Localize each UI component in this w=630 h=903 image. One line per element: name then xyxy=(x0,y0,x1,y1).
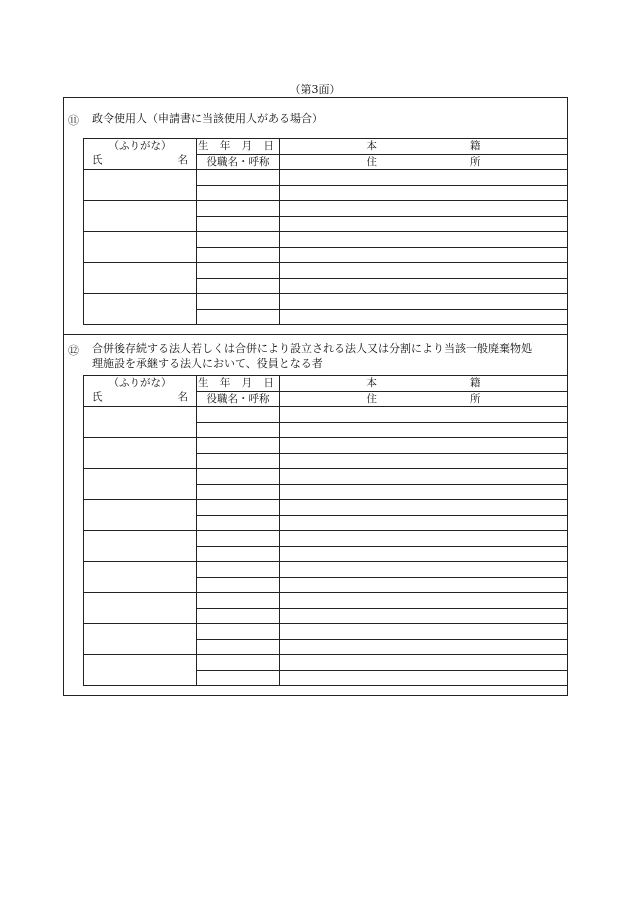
entry-row xyxy=(84,593,568,609)
birthdate-label: 生 年 月 日 xyxy=(197,140,278,153)
entry-honseki-field[interactable] xyxy=(280,232,568,248)
page-label: （第3面） xyxy=(289,83,341,96)
name-label-right: 名 xyxy=(177,154,188,166)
entry-honseki-field[interactable] xyxy=(280,407,568,423)
entry-role-field[interactable] xyxy=(197,608,280,624)
entry-row xyxy=(84,201,568,217)
address-header-cell xyxy=(280,154,568,170)
role-label: 役職名・呼称 xyxy=(197,154,280,170)
entry-role-field[interactable] xyxy=(197,278,280,294)
entry-birthdate-field[interactable] xyxy=(197,170,280,186)
entry-address-field[interactable] xyxy=(280,608,568,624)
name-label-right: 名 xyxy=(177,391,188,403)
entry-row xyxy=(84,655,568,671)
entry-honseki-field[interactable] xyxy=(280,438,568,454)
entry-birthdate-field[interactable] xyxy=(197,531,280,547)
address-label-right: 所 xyxy=(470,155,481,168)
entry-name-field[interactable] xyxy=(84,232,197,263)
entry-name-field[interactable] xyxy=(84,593,197,624)
entry-birthdate-field[interactable] xyxy=(197,655,280,671)
entry-name-field[interactable] xyxy=(84,531,197,562)
address-header-cell xyxy=(280,391,568,407)
entry-address-field[interactable] xyxy=(280,639,568,655)
entry-birthdate-field[interactable] xyxy=(197,624,280,640)
address-label-right: 所 xyxy=(470,392,481,405)
entry-honseki-field[interactable] xyxy=(280,624,568,640)
entry-birthdate-field[interactable] xyxy=(197,469,280,485)
role-label: 役職名・呼称 xyxy=(197,391,280,407)
entry-row xyxy=(84,562,568,578)
entry-role-field[interactable] xyxy=(197,639,280,655)
honseki-header-cell xyxy=(280,139,568,155)
birthdate-label: 生 年 月 日 xyxy=(197,377,278,390)
section-12-title-line-2: 理施設を承継する法人において、役員となる者 xyxy=(92,357,323,370)
entry-address-field[interactable] xyxy=(280,546,568,562)
entry-honseki-field[interactable] xyxy=(280,263,568,279)
name-label-left: 氏 xyxy=(92,154,103,166)
section-12-number: ⑫ xyxy=(68,344,79,357)
entry-role-field[interactable] xyxy=(197,515,280,531)
section-12-title-line-1: 合併後存続する法人若しくは合併により設立される法人又は分割により当該一般廃棄物処 xyxy=(92,342,532,355)
entry-row xyxy=(84,469,568,485)
section-11-number: ⑪ xyxy=(68,114,79,127)
entry-honseki-field[interactable] xyxy=(280,500,568,516)
entry-role-field[interactable] xyxy=(197,422,280,438)
entry-role-field[interactable] xyxy=(197,247,280,263)
entry-name-field[interactable] xyxy=(84,170,197,201)
section-11-table xyxy=(83,138,568,325)
entry-row xyxy=(84,624,568,640)
entry-role-field[interactable] xyxy=(197,546,280,562)
entry-birthdate-field[interactable] xyxy=(197,201,280,217)
entry-address-field[interactable] xyxy=(280,670,568,686)
section-11-header-row-1 xyxy=(84,139,568,155)
entry-birthdate-field[interactable] xyxy=(197,593,280,609)
entry-name-field[interactable] xyxy=(84,294,197,325)
entry-name-field[interactable] xyxy=(84,263,197,294)
name-label-left: 氏 xyxy=(92,391,103,403)
entry-row xyxy=(84,232,568,248)
entry-honseki-field[interactable] xyxy=(280,593,568,609)
entry-name-field[interactable] xyxy=(84,201,197,232)
entry-role-field[interactable] xyxy=(197,670,280,686)
entry-address-field[interactable] xyxy=(280,185,568,201)
furigana-label: （ふりがな） xyxy=(108,140,172,152)
name-header-cell xyxy=(84,376,197,407)
honseki-label-right: 籍 xyxy=(470,140,481,153)
entry-row xyxy=(84,531,568,547)
entry-address-field[interactable] xyxy=(280,577,568,593)
entry-address-field[interactable] xyxy=(280,515,568,531)
entry-name-field[interactable] xyxy=(84,562,197,593)
entry-name-field[interactable] xyxy=(84,407,197,438)
honseki-label-right: 籍 xyxy=(470,377,481,390)
entry-address-field[interactable] xyxy=(280,422,568,438)
entry-name-field[interactable] xyxy=(84,500,197,531)
entry-address-field[interactable] xyxy=(280,216,568,232)
section-12-table xyxy=(83,375,568,686)
entry-name-field[interactable] xyxy=(84,624,197,655)
entry-birthdate-field[interactable] xyxy=(197,438,280,454)
entry-row xyxy=(84,294,568,310)
entry-address-field[interactable] xyxy=(280,484,568,500)
entry-birthdate-field[interactable] xyxy=(197,263,280,279)
entry-name-field[interactable] xyxy=(84,438,197,469)
furigana-label: （ふりがな） xyxy=(108,377,172,389)
name-header-cell xyxy=(84,139,197,170)
address-label-left: 住 xyxy=(366,155,377,168)
honseki-header-cell xyxy=(280,376,568,392)
entry-birthdate-field[interactable] xyxy=(197,500,280,516)
entry-address-field[interactable] xyxy=(280,309,568,325)
entry-role-field[interactable] xyxy=(197,577,280,593)
entry-honseki-field[interactable] xyxy=(280,201,568,217)
address-label-left: 住 xyxy=(366,392,377,405)
entry-honseki-field[interactable] xyxy=(280,170,568,186)
entry-role-field[interactable] xyxy=(197,309,280,325)
entry-role-field[interactable] xyxy=(197,185,280,201)
entry-address-field[interactable] xyxy=(280,453,568,469)
entry-row xyxy=(84,407,568,423)
entry-row xyxy=(84,170,568,186)
section-11-title: 政令使用人（申請書に当該使用人がある場合） xyxy=(92,112,323,125)
honseki-label-left: 本 xyxy=(366,377,377,390)
entry-honseki-field[interactable] xyxy=(280,531,568,547)
entry-name-field[interactable] xyxy=(84,655,197,686)
entry-birthdate-field[interactable] xyxy=(197,407,280,423)
entry-birthdate-field[interactable] xyxy=(197,232,280,248)
entry-honseki-field[interactable] xyxy=(280,469,568,485)
entry-row xyxy=(84,263,568,279)
entry-role-field[interactable] xyxy=(197,484,280,500)
entry-honseki-field[interactable] xyxy=(280,562,568,578)
entry-name-field[interactable] xyxy=(84,469,197,500)
entry-honseki-field[interactable] xyxy=(280,294,568,310)
entry-birthdate-field[interactable] xyxy=(197,294,280,310)
honseki-label-left: 本 xyxy=(366,140,377,153)
section-12-header-row-1 xyxy=(84,376,568,392)
entry-role-field[interactable] xyxy=(197,453,280,469)
entry-address-field[interactable] xyxy=(280,247,568,263)
entry-row xyxy=(84,438,568,454)
entry-row xyxy=(84,500,568,516)
entry-birthdate-field[interactable] xyxy=(197,562,280,578)
entry-address-field[interactable] xyxy=(280,278,568,294)
entry-honseki-field[interactable] xyxy=(280,655,568,671)
entry-role-field[interactable] xyxy=(197,216,280,232)
section-divider xyxy=(63,334,568,335)
